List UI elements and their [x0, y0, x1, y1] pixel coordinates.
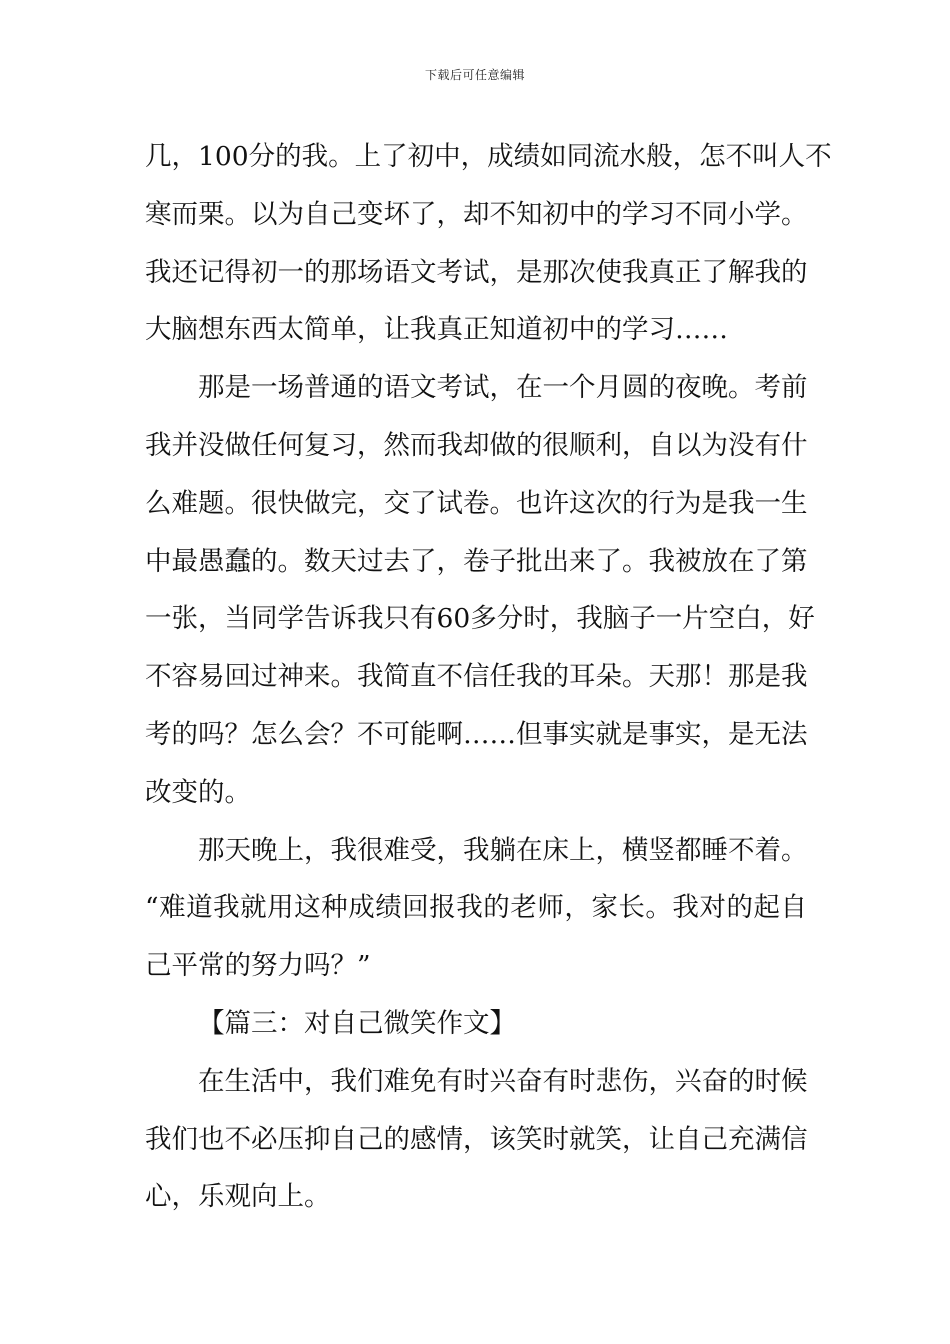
document-body	[145, 128, 832, 1226]
text-line: 我还记得初一的那场语文考试，是那次使我真正了解我的	[145, 256, 808, 288]
text-line: 中最愚蠢的。数天过去了，卷子批出来了。我被放在了第	[145, 545, 808, 577]
text-line: 改变的。	[145, 776, 251, 808]
text-line: 么难题。很快做完，交了试卷。也许这次的行为是我一生	[145, 487, 808, 519]
paragraph-start-line: 在生活中，我们难免有时兴奋有时悲伤，兴奋的时候	[198, 1065, 808, 1097]
text-line: 寒而栗。以为自己变坏了，却不知初中的学习不同小学。	[145, 198, 808, 230]
text-line: 我并没做任何复习，然而我却做的很顺利，自以为没有什	[145, 429, 808, 461]
text-line: 己平常的努力吗？”	[145, 950, 371, 982]
text-line: 心，乐观向上。	[145, 1181, 331, 1213]
text-line: 不容易回过神来。我简直不信任我的耳朵。天那！那是我	[145, 661, 808, 693]
page-header: 下载后可任意编辑	[424, 68, 525, 82]
section-heading: 【篇三：对自己微笑作文】	[198, 1007, 516, 1039]
text-line: “难道我就用这种成绩回报我的老师，家长。我对的起自	[145, 892, 807, 924]
text-line: 几，100分的我。上了初中，成绩如同流水般，怎不叫人不	[145, 141, 832, 172]
text-line: 我们也不必压抑自己的感情，该笑时就笑，让自己充满信	[145, 1123, 808, 1155]
paragraph-start-line: 那天晚上，我很难受，我躺在床上，横竖都睡不着。	[198, 834, 808, 866]
paragraph-start-line: 那是一场普通的语文考试，在一个月圆的夜晚。考前	[198, 372, 808, 404]
text-line: 一张，当同学告诉我只有60多分时，我脑子一片空白，好	[145, 603, 815, 635]
text-line: 大脑想东西太简单，让我真正知道初中的学习……	[145, 314, 728, 346]
text-line: 考的吗？怎么会？不可能啊……但事实就是事实，是无法	[145, 718, 808, 750]
